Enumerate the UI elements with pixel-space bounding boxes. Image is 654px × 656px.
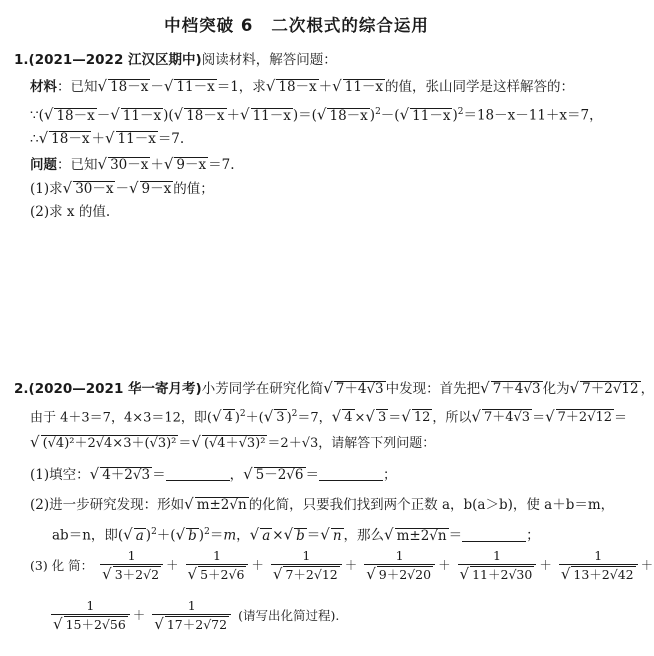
fraction-8: $\frac{1}{√ 17+2√72}$ bbox=[152, 598, 231, 634]
fraction-5: $\frac{1}{√ 11+2√30}$ bbox=[458, 548, 537, 584]
fraction-2: $\frac{1}{√ 5+2√6}$ bbox=[186, 548, 249, 584]
fraction-4: $\frac{1}{√ 9+2√20}$ bbox=[364, 548, 435, 584]
q1-derivation: ∵(√ 18－x －√ 11－x )(√ 18－x ＋√ 11－x )＝(√ 18－x )$^2$－(√ 11－x )$^2$＝18－x－11＋x＝7， bbox=[30, 105, 603, 124]
q2-fill: (1)填空：√ 4＋2√3 ＝ ，√ 5－2√6 ＝ ； bbox=[30, 465, 397, 483]
q1-part1: (1)求√ 30－x －√ 9－x 的值； bbox=[30, 179, 214, 197]
fill-blank-2[interactable] bbox=[319, 466, 383, 481]
q2-part2: (2)进一步研究发现：形如√ m±2√n 的化简，只要我们找到两个正数 a，b(a＞b)，使 a＋b＝m， bbox=[30, 495, 615, 513]
q2-line3: √ (√4)²＋2√4×3＋(√3)² ＝√ (√4＋√3)² ＝2＋√3，请解答下列问题： bbox=[30, 433, 436, 451]
fraction-7: $\frac{1}{√ 15+2√56}$ bbox=[51, 598, 130, 634]
q2-part3: (3) 化 简： $\frac{1}{√ 3+2√2}$ ＋ $\frac{1}{√ 5+2√6}$ ＋ $\frac{1}{√ 7+2√12}$ ＋ $\frac{1}{√ 9+2√20}$ ＋ $\frac{1}{√ 11+2√30}$ ＋ $\frac{1}{√ 13+2√42}$ ＋ bbox=[30, 548, 654, 583]
fraction-1: $\frac{1}{√ 3+2√2}$ bbox=[100, 548, 163, 584]
q1-conclusion: ∴√ 18－x ＋√ 11－x ＝7. bbox=[30, 129, 185, 147]
fraction-3: $\frac{1}{√ 7+2√12}$ bbox=[271, 548, 342, 584]
q2-line2: 由于 4＋3＝7，4×3＝12，即(√ 4 )$^2$＋(√ 3 )$^2$＝7，√ 4 ×√ 3 ＝√ 12 ，所以√ 7＋4√3 ＝√ 7＋2√12 ＝ bbox=[30, 407, 628, 426]
fill-blank-1[interactable] bbox=[166, 466, 230, 481]
fill-blank-3[interactable] bbox=[462, 527, 526, 542]
q2-header: 2.(2020—2021 华一寄月考)小芳同学在研究化简√ 7＋4√3 中发现：首先把√ 7＋4√3 化为√ 7＋2√12 ， bbox=[14, 379, 654, 397]
q2-part2-cont: ab＝n，即(√ a )$^2$＋(√ b )$^2$＝m，√ a ×√ b ＝√ n ，那么√ m±2√n ＝ ； bbox=[52, 525, 540, 544]
page-title: 中档突破 6 二次根式的综合运用 bbox=[164, 16, 429, 35]
q1-header: 1.(2021—2022 江汉区期中)阅读材料，解答问题： bbox=[14, 52, 337, 68]
fraction-6: $\frac{1}{√ 13+2√42}$ bbox=[559, 548, 638, 584]
q1-problem: 问题：已知√ 30－x ＋√ 9－x ＝7. bbox=[30, 155, 235, 173]
q1-material: 材料：已知√ 18－x －√ 11－x ＝1，求√ 18－x ＋√ 11－x 的值，张山同学是这样解答的： bbox=[30, 77, 575, 95]
q1-part2: (2)求 x 的值. bbox=[30, 204, 111, 220]
q2-part3-cont: $\frac{1}{√ 15+2√56}$ ＋ $\frac{1}{√ 17+2√72}$ (请写出化简过程). bbox=[53, 598, 340, 633]
